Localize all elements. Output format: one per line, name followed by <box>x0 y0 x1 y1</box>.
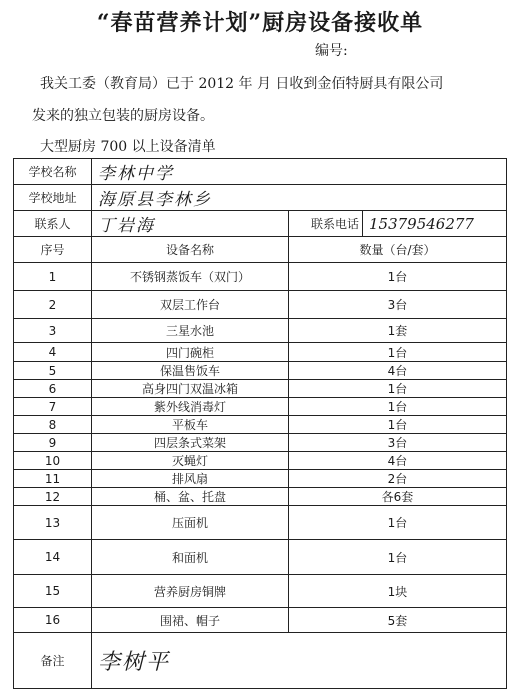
equipment-quantity: 各6套 <box>289 488 507 506</box>
table-row <box>14 380 507 398</box>
equipment-quantity: 1套 <box>289 319 507 343</box>
remarks-row <box>14 633 507 689</box>
school-name-label: 学校名称 <box>14 159 92 185</box>
school-address-label: 学校地址 <box>14 185 92 211</box>
header-name: 设备名称 <box>92 237 289 263</box>
equipment-name: 四层条式菜架 <box>92 434 289 452</box>
header-no: 序号 <box>14 237 92 263</box>
row-number: 3 <box>14 319 92 343</box>
table-row <box>14 575 507 608</box>
equipment-name: 排风扇 <box>92 470 289 488</box>
row-number: 2 <box>14 291 92 319</box>
table-row <box>14 470 507 488</box>
row-number: 15 <box>14 575 92 608</box>
table-row <box>14 506 507 540</box>
equipment-table <box>13 158 507 689</box>
equipment-name: 四门碗柜 <box>92 343 289 362</box>
school-name-row <box>14 159 507 185</box>
list-subtitle: 大型厨房 700 以上设备清单 <box>40 139 216 155</box>
equipment-quantity: 1台 <box>289 540 507 575</box>
serial-number-label: 编号: <box>315 43 348 59</box>
equipment-name: 高身四门双温冰箱 <box>92 380 289 398</box>
equipment-quantity: 1台 <box>289 380 507 398</box>
equipment-name: 平板车 <box>92 416 289 434</box>
equipment-quantity: 1台 <box>289 416 507 434</box>
table-row <box>14 416 507 434</box>
table-row <box>14 343 507 362</box>
contact-label: 联系人 <box>14 211 92 237</box>
equipment-quantity: 1台 <box>289 263 507 291</box>
equipment-name: 保温售饭车 <box>92 362 289 380</box>
remarks-label: 备注 <box>14 633 92 689</box>
intro-line-2: 发来的独立包装的厨房设备。 <box>32 108 214 124</box>
row-number: 6 <box>14 380 92 398</box>
table-row <box>14 362 507 380</box>
row-number: 14 <box>14 540 92 575</box>
equipment-quantity: 3台 <box>289 291 507 319</box>
equipment-quantity: 5套 <box>289 608 507 633</box>
row-number: 16 <box>14 608 92 633</box>
equipment-name: 三星水池 <box>92 319 289 343</box>
contact-row <box>14 211 507 237</box>
table-row <box>14 540 507 575</box>
row-number: 11 <box>14 470 92 488</box>
row-number: 8 <box>14 416 92 434</box>
equipment-quantity: 1台 <box>289 398 507 416</box>
row-number: 7 <box>14 398 92 416</box>
equipment-name: 紫外线消毒灯 <box>92 398 289 416</box>
equipment-name: 营养厨房铜牌 <box>92 575 289 608</box>
school-address-value: 海原县李林乡 <box>92 185 507 211</box>
table-row <box>14 398 507 416</box>
table-row <box>14 263 507 291</box>
row-number: 1 <box>14 263 92 291</box>
table-row <box>14 434 507 452</box>
equipment-quantity: 1台 <box>289 506 507 540</box>
intro-line-1: 我关工委（教育局）已于 2012 年 月 日收到金佰特厨具有限公司 <box>40 76 444 92</box>
equipment-quantity: 4台 <box>289 452 507 470</box>
equipment-quantity: 2台 <box>289 470 507 488</box>
row-number: 13 <box>14 506 92 540</box>
equipment-name: 压面机 <box>92 506 289 540</box>
equipment-name: 不锈钢蒸饭车（双门） <box>92 263 289 291</box>
phone-value: 15379546277 <box>363 211 507 237</box>
table-header-row <box>14 237 507 263</box>
equipment-name: 围裙、帽子 <box>92 608 289 633</box>
table-row <box>14 319 507 343</box>
header-qty: 数量（台/套） <box>289 237 507 263</box>
signature: 李树平 <box>92 633 507 689</box>
contact-value: 丁岩海 <box>92 211 289 237</box>
equipment-quantity: 3台 <box>289 434 507 452</box>
table-row <box>14 488 507 506</box>
equipment-name: 双层工作台 <box>92 291 289 319</box>
equipment-quantity: 1块 <box>289 575 507 608</box>
row-number: 12 <box>14 488 92 506</box>
equipment-name: 灭蝇灯 <box>92 452 289 470</box>
phone-label: 联系电话 <box>289 211 363 237</box>
equipment-name: 和面机 <box>92 540 289 575</box>
row-number: 9 <box>14 434 92 452</box>
row-number: 5 <box>14 362 92 380</box>
equipment-name: 桶、盆、托盘 <box>92 488 289 506</box>
table-row <box>14 452 507 470</box>
table-row <box>14 291 507 319</box>
intro-paragraph <box>32 68 500 132</box>
equipment-quantity: 4台 <box>289 362 507 380</box>
table-row <box>14 608 507 633</box>
school-name-value: 李林中学 <box>92 159 507 185</box>
document-title: “春苗营养计划”厨房设备接收单 <box>96 10 424 36</box>
row-number: 10 <box>14 452 92 470</box>
school-address-row <box>14 185 507 211</box>
equipment-quantity: 1台 <box>289 343 507 362</box>
row-number: 4 <box>14 343 92 362</box>
